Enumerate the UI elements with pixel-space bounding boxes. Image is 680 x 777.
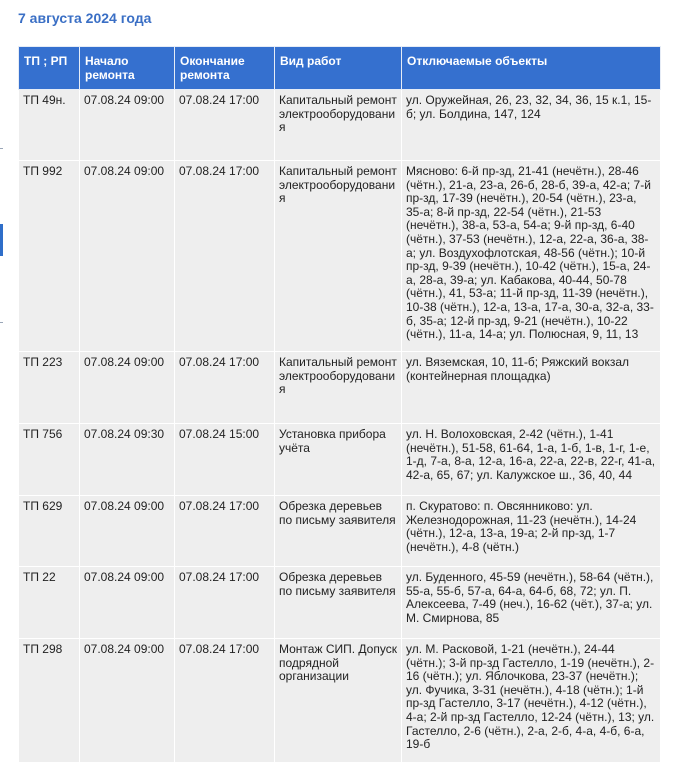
cell-end: 07.08.24 17:00 (175, 639, 275, 763)
cell-objects: п. Скуратово: п. Овсянниково: ул. Железнодорожная, 11-23 (нечётн.), 14-24 (чётн.), 12-а, 13-а, 19-а; 2-й пр-зд, 1-7 (нечётн.), 4-8 (чётн.) (402, 496, 661, 567)
cell-work-type: Установка прибора учёта (275, 424, 402, 496)
cell-tp: ТП 22 (19, 567, 80, 639)
header-start: Начало ремонта (80, 47, 175, 90)
table-row (19, 352, 661, 424)
cell-tp: ТП 49н. (19, 90, 80, 161)
cell-end: 07.08.24 17:00 (175, 496, 275, 567)
outage-table (18, 46, 661, 763)
cell-end: 07.08.24 17:00 (175, 352, 275, 424)
cell-tp: ТП 629 (19, 496, 80, 567)
cell-tp: ТП 756 (19, 424, 80, 496)
table-row (19, 567, 661, 639)
cell-start: 07.08.24 09:00 (80, 567, 175, 639)
cell-start: 07.08.24 09:00 (80, 352, 175, 424)
cell-end: 07.08.24 17:00 (175, 161, 275, 352)
header-tp: ТП ; РП (19, 47, 80, 90)
cell-work-type: Капитальный ремонт электрооборудования (275, 90, 402, 161)
table-header-row (19, 47, 661, 90)
cell-objects: ул. Оружейная, 26, 23, 32, 34, 36, 15 к.1, 15-б; ул. Болдина, 147, 124 (402, 90, 661, 161)
cell-start: 07.08.24 09:00 (80, 639, 175, 763)
cell-end: 07.08.24 17:00 (175, 90, 275, 161)
header-work-type: Вид работ (275, 47, 402, 90)
cell-end: 07.08.24 15:00 (175, 424, 275, 496)
header-end: Окончание ремонта (175, 47, 275, 90)
cell-objects: ул. Буденного, 45-59 (нечётн.), 58-64 (чётн.), 55-а, 55-б, 57-а, 64-а, 64-б, 68, 72; ул. П. Алексеева, 7-49 (неч.), 16-62 (чёт.), 37-а; ул. М. Смирнова, 85 (402, 567, 661, 639)
cell-objects: Мясново: 6-й пр-зд, 21-41 (нечётн.), 28-46 (чётн.), 21-а, 23-а, 26-б, 28-б, 39-а, 42-а; 7-й пр-зд, 17-39 (нечётн.), 20-54 (чётн.), 23-а, 35-а; 8-й пр-зд, 22-54 (чётн.), 21-53 (нечётн.), 38-а, 53-а, 54-а; 9-й пр-зд, 6-40 (чётн.), 37-53 (нечётн.), 12-а, 22-а, 36-а, 38-а; ул. Воздухофлотская, 48-56 (чётн.); 10-й пр-зд, 9-39 (нечётн.), 10-42 (чётн.), 15-а, 24-а, 28-а, 39-а; ул. Кабакова, 40-44, 50-78 (чётн.), 41, 53-а; 11-й пр-зд, 11-39 (нечётн.), 10-38 (чётн.), 12-а, 13-а, 17-а, 30-а, 32-а, 33-б, 35-а; 12-й пр-зд, 9-21 (нечётн.), 10-22 (чётн.), 11-а, 14-а; ул. Полюсная, 9, 11, 13 (402, 161, 661, 352)
table-row (19, 424, 661, 496)
header-objects: Отключаемые объекты (402, 47, 661, 90)
side-nav-indicator (0, 224, 3, 256)
cell-start: 07.08.24 09:00 (80, 161, 175, 352)
cell-start: 07.08.24 09:00 (80, 90, 175, 161)
table-row (19, 496, 661, 567)
side-divider (0, 322, 3, 323)
cell-start: 07.08.24 09:00 (80, 496, 175, 567)
table-row (19, 161, 661, 352)
cell-tp: ТП 298 (19, 639, 80, 763)
page-title: 7 августа 2024 года (18, 10, 152, 26)
cell-work-type: Обрезка деревьев по письму заявителя (275, 567, 402, 639)
cell-tp: ТП 992 (19, 161, 80, 352)
cell-work-type: Обрезка деревьев по письму заявителя (275, 496, 402, 567)
cell-end: 07.08.24 17:00 (175, 567, 275, 639)
cell-tp: ТП 223 (19, 352, 80, 424)
table-row (19, 90, 661, 161)
table-row (19, 639, 661, 763)
cell-objects: ул. Вяземская, 10, 11-б; Ряжский вокзал (контейнерная площадка) (402, 352, 661, 424)
cell-work-type: Капитальный ремонт электрооборудования (275, 352, 402, 424)
cell-work-type: Капитальный ремонт электрооборудования (275, 161, 402, 352)
side-divider (0, 148, 3, 149)
cell-objects: ул. Н. Волоховская, 2-42 (чётн.), 1-41 (нечётн.), 51-58, 61-64, 1-а, 1-б, 1-в, 1-г, 1-е, 1-д, 7-а, 8-а, 12-а, 16-а, 22-а, 22-в, 22-г, 41-а, 42-а, 65, 67; ул. Калужское ш., 36, 40, 44 (402, 424, 661, 496)
cell-work-type: Монтаж СИП. Допуск подрядной организации (275, 639, 402, 763)
cell-objects: ул. М. Расковой, 1-21 (нечётн.), 24-44 (чётн.); 3-й пр-зд Гастелло, 1-19 (нечётн.), 2-16 (чётн.); ул. Яблочкова, 23-37 (нечётн.); ул. Фучика, 3-31 (нечётн.), 4-18 (чётн.); 1-й пр-зд Гастелло, 3-17 (нечётн.), 4-12 (чётн.), 4-а; 2-й пр-зд Гастелло, 12-24 (чётн.), 13; ул. Гастелло, 2-6 (чётн.), 2-а, 2-б, 4-а, 4-б, 6-а, 19-б (402, 639, 661, 763)
cell-start: 07.08.24 09:30 (80, 424, 175, 496)
